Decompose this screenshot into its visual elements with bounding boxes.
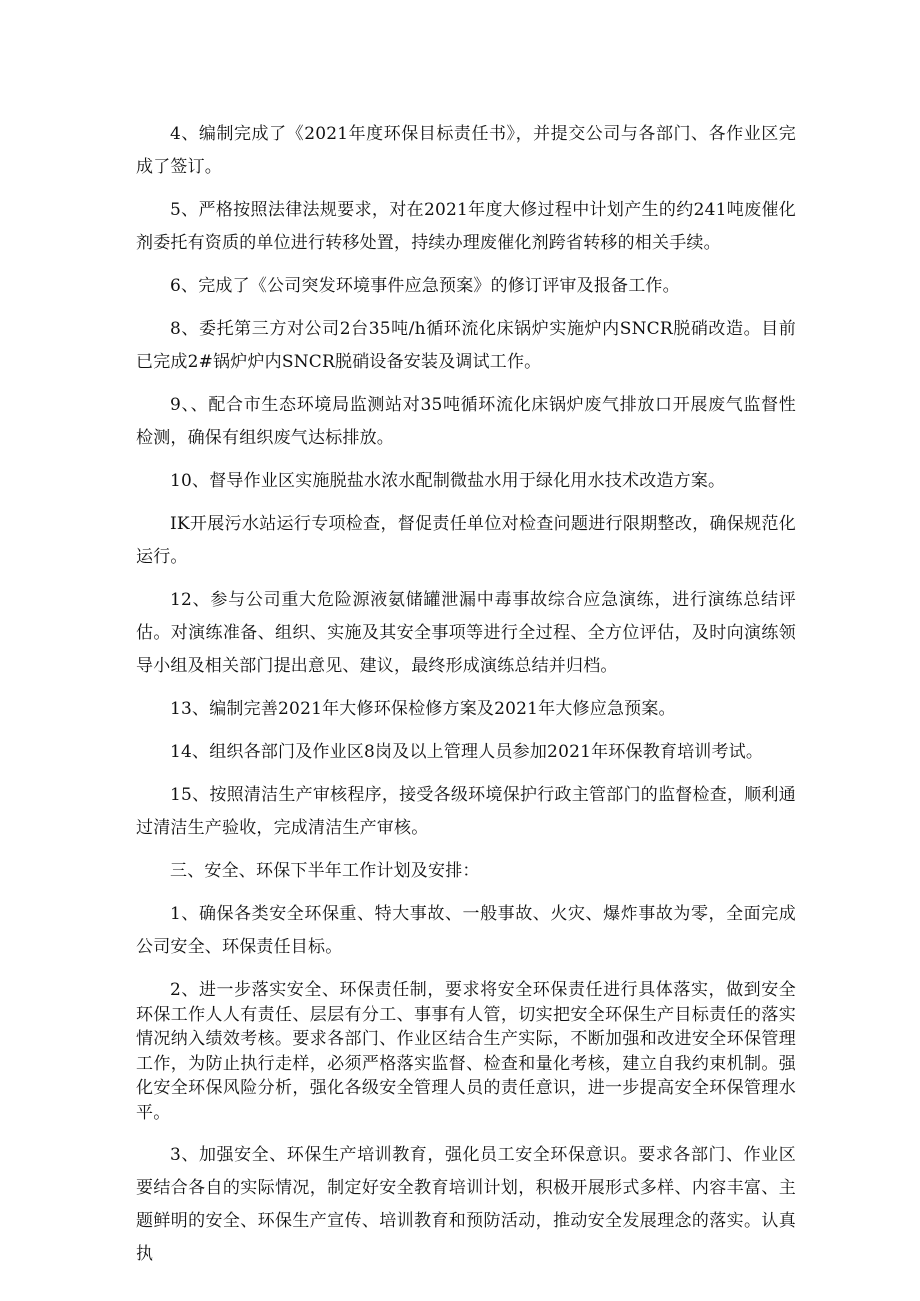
paragraph-item-6: 6、完成了《公司突发环境事件应急预案》的修订评审及报备工作。 — [170, 276, 680, 296]
plan-item-3: 3、加强安全、环保生产培训教育，强化员工安全环保意识。要求各部门、作业区要结合各自的实际情况，制定好安全教育培训计划，积极开展形式多样、内容丰富、主题鲜明的安全、环保生产宣传、培训教育和预防活动，推动安全发展理念的落实。认真执 — [136, 1145, 796, 1264]
paragraph-item-15: 15、按照清洁生产审核程序，接受各级环境保护行政主管部门的监督检查，顺利通过清洁生产验收，完成清洁生产审核。 — [136, 785, 796, 838]
paragraph-item-14: 14、组织各部门及作业区8岗及以上管理人员参加2021年环保教育培训考试。 — [170, 742, 764, 762]
plan-item-2: 2、进一步落实安全、环保责任制，要求将安全环保责任进行具体落实，做到安全环保工作人人有责任、层层有分工、事事有人管，切实把安全环保生产目标责任的落实情况纳入绩效考核。要求各部门、作业区结合生产实际，不断加强和改进安全环保管理工作，为防止执行走样，必须严格落实监督、检查和量化考核，建立自我约束机制。强化安全环保风险分析，强化各级安全管理人员的责任意识，进一步提高安全环保管理水平。 — [136, 980, 796, 1123]
paragraph-item-9: 9、、配合市生态环境局监测站对35吨循环流化床锅炉废气排放口开展废气监督性检测，确保有组织废气达标排放。 — [136, 395, 796, 448]
paragraph-item-8: 8、委托第三方对公司2台35吨/h循环流化床锅炉实施炉内SNCR脱硝改造。目前已完成2#锅炉炉内SNCR脱硝设备安装及调试工作。 — [136, 319, 796, 372]
paragraph-item-13: 13、编制完善2021年大修环保检修方案及2021年大修应急预案。 — [170, 699, 676, 719]
plan-item-1: 1、确保各类安全环保重、特大事故、一般事故、火灾、爆炸事故为零，全面完成公司安全、环保责任目标。 — [136, 904, 796, 957]
paragraph-item-10: 10、督导作业区实施脱盐水浓水配制微盐水用于绿化用水技术改造方案。 — [170, 471, 726, 491]
paragraph-item-4: 4、编制完成了《2021年度环保目标责任书》，并提交公司与各部门、各作业区完成了签订。 — [136, 124, 796, 177]
paragraph-item-11: IK开展污水站运行专项检查，督促责任单位对检查问题进行限期整改，确保规范化运行。 — [136, 514, 796, 567]
document-body — [136, 118, 796, 1271]
section-heading-plan: 三、安全、环保下半年工作计划及安排： — [170, 861, 480, 881]
paragraph-item-5: 5、严格按照法律法规要求，对在2021年度大修过程中计划产生的约241吨废催化剂委托有资质的单位进行转移处置，持续办理废催化剂跨省转移的相关手续。 — [136, 200, 796, 253]
paragraph-item-12: 12、参与公司重大危险源液氨储罐泄漏中毒事故综合应急演练，进行演练总结评估。对演练准备、组织、实施及其安全事项等进行全过程、全方位评估，及时向演练领导小组及相关部门提出意见、建议，最终形成演练总结并归档。 — [136, 590, 796, 676]
